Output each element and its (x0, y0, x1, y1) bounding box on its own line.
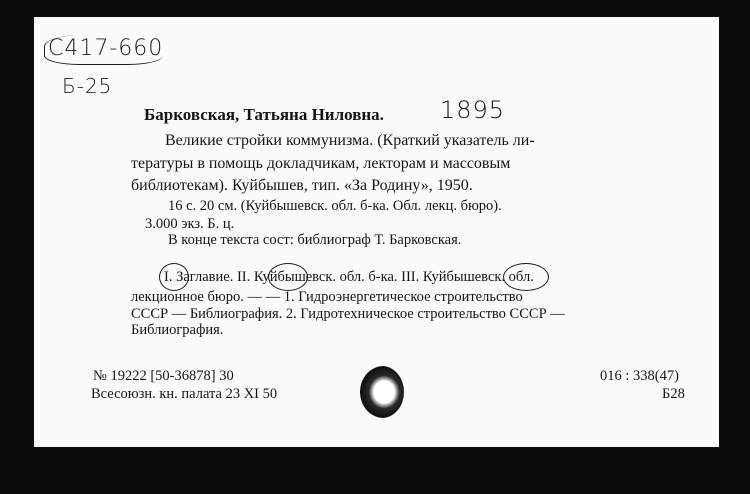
thumbprint-mark (360, 366, 404, 418)
physical-description: 16 с. 20 см. (Куйбышевск. обл. б-ка. Обл. лекц. бюро). (168, 198, 502, 214)
scan-border-right (719, 0, 750, 494)
title-line-2: тературы в помощь докладчикам, лекторам и массовым (131, 155, 511, 172)
tracing-circle-2 (268, 263, 308, 291)
tracing-circle-3 (503, 263, 549, 291)
chamber-stamp: Всесоюзн. кн. палата 23 XI 50 (91, 386, 278, 402)
compiler-note: В конце текста сост: библиограф Т. Барковская. (168, 232, 462, 248)
author-heading: Барковская, Татьяна Ниловна. (144, 105, 384, 124)
title-line-1: Великие стройки коммунизма. (Краткий указатель ли- (165, 132, 535, 149)
tracing-line-3: СССР — Библиография. 2. Гидротехническое строительство СССР — (131, 306, 565, 322)
author-years: 1895 (440, 96, 506, 124)
scan-border-bottom (0, 447, 750, 494)
call-number: С417-660 (48, 36, 164, 61)
tracing-line-4: Библиография. (131, 322, 224, 338)
scan-border-left (0, 0, 34, 494)
udc-code: 016 : 338(47) (600, 368, 679, 384)
print-run: 3.000 экз. Б. ц. (145, 216, 235, 232)
shelf-mark: Б-25 (62, 74, 113, 98)
title-line-3: библиотекам). Куйбышев, тип. «За Родину», 1950. (131, 177, 473, 194)
tracing-line-2: лекционное бюро. — — 1. Гидроэнергетическое строительство (131, 289, 523, 305)
tracing-circle-1 (159, 263, 189, 291)
record-number: № 19222 [50-36878] 30 (93, 368, 234, 384)
udc-sub: Б28 (662, 386, 685, 402)
scan-border-top (0, 0, 750, 17)
tracing-line-1: I. Заглавие. II. Куйбышевск. обл. б-ка. III. Куйбышевск. обл. (164, 269, 534, 285)
